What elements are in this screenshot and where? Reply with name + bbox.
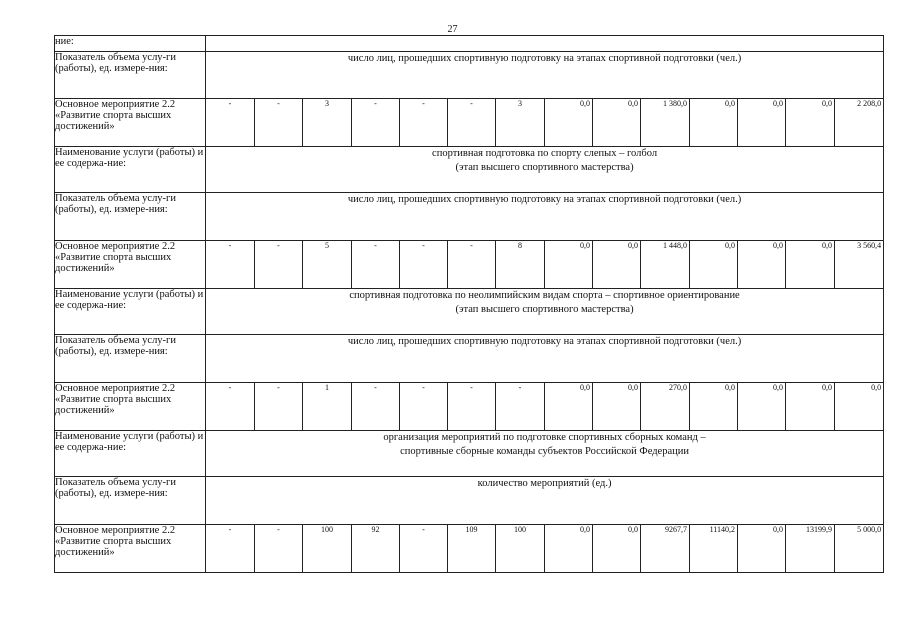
value-cell: - — [400, 241, 448, 289]
table-row — [55, 431, 884, 477]
value-cell: - — [255, 99, 303, 147]
value-cell: - — [400, 383, 448, 431]
value-cell: 3 — [496, 99, 545, 147]
table-row — [55, 335, 884, 383]
value-cell: 100 — [496, 525, 545, 573]
value-cell: - — [400, 99, 448, 147]
table-body — [55, 36, 884, 573]
value-cell: - — [206, 383, 255, 431]
value-cell: 92 — [352, 525, 400, 573]
description-line: число лиц, прошедших спортивную подготовку на этапах спортивной подготовки (чел.) — [347, 53, 742, 64]
row-label: Показатель объема услу-ги (работы), ед. измере-ния: — [55, 335, 206, 383]
value-cell: - — [400, 525, 448, 573]
value-cell: - — [206, 99, 255, 147]
value-cell: 0,0 — [786, 99, 835, 147]
value-cell: 8 — [496, 241, 545, 289]
merged-description-cell — [206, 52, 884, 99]
description-line: количество мероприятий (ед.) — [477, 478, 612, 489]
value-cell: 0,0 — [593, 525, 641, 573]
description-line: спортивная подготовка по спорту слепых – голбол — [432, 148, 658, 159]
description-line: организация мероприятий по подготовке спортивных сборных команд – — [383, 432, 706, 443]
row-label: Основное мероприятие 2.2 «Развитие спорта высших достижений» — [55, 99, 206, 147]
description-line: (этап высшего спортивного мастерства) — [455, 304, 634, 315]
value-cell: 0,0 — [545, 525, 593, 573]
table-row — [55, 52, 884, 99]
value-cell: 1 380,0 — [641, 99, 690, 147]
value-cell: 2 208,0 — [835, 99, 884, 147]
row-label: Показатель объема услу-ги (работы), ед. измере-ния: — [55, 52, 206, 99]
value-cell: - — [255, 525, 303, 573]
value-cell: 0,0 — [786, 383, 835, 431]
value-cell: 0,0 — [545, 99, 593, 147]
value-cell: 0,0 — [786, 241, 835, 289]
merged-description-cell — [206, 193, 884, 241]
value-cell: 0,0 — [545, 383, 593, 431]
merged-description-cell — [206, 289, 884, 335]
row-label: Основное мероприятие 2.2 «Развитие спорта высших достижений» — [55, 383, 206, 431]
value-cell: 0,0 — [738, 383, 786, 431]
table-row — [55, 383, 884, 431]
value-cell: - — [206, 525, 255, 573]
table-row — [55, 241, 884, 289]
value-cell: 3 — [303, 99, 352, 147]
value-cell: 270,0 — [641, 383, 690, 431]
value-cell: - — [255, 383, 303, 431]
table-row — [55, 289, 884, 335]
value-cell: - — [352, 99, 400, 147]
merged-description-cell — [206, 431, 884, 477]
value-cell: 9267,7 — [641, 525, 690, 573]
value-cell: 1 448,0 — [641, 241, 690, 289]
table-row — [55, 525, 884, 573]
services-table — [54, 35, 884, 573]
table-row — [55, 36, 884, 52]
row-label: Основное мероприятие 2.2 «Развитие спорта высших достижений» — [55, 525, 206, 573]
value-cell: 0,0 — [593, 99, 641, 147]
row-label: ние: — [55, 36, 206, 52]
description-line: спортивные сборные команды субъектов Российской Федерации — [400, 446, 689, 457]
value-cell: 0,0 — [593, 383, 641, 431]
table-row — [55, 193, 884, 241]
description-line: число лиц, прошедших спортивную подготовку на этапах спортивной подготовки (чел.) — [347, 194, 742, 205]
value-cell: 0,0 — [738, 525, 786, 573]
row-label: Показатель объема услу-ги (работы), ед. измере-ния: — [55, 477, 206, 525]
value-cell: 5 — [303, 241, 352, 289]
value-cell: 109 — [448, 525, 496, 573]
merged-description-cell — [206, 477, 884, 525]
description-line: спортивная подготовка по неолимпийским видам спорта – спортивное ориентирование — [349, 290, 740, 301]
value-cell: - — [206, 241, 255, 289]
merged-description-cell — [206, 335, 884, 383]
value-cell: 0,0 — [738, 99, 786, 147]
table-row — [55, 147, 884, 193]
value-cell: 100 — [303, 525, 352, 573]
value-cell: - — [352, 241, 400, 289]
row-label: Наименование услуги (работы) и ее содержа-ние: — [55, 289, 206, 335]
value-cell: 0,0 — [835, 383, 884, 431]
empty-cell — [206, 36, 884, 52]
row-label: Основное мероприятие 2.2 «Развитие спорта высших достижений» — [55, 241, 206, 289]
table-row — [55, 477, 884, 525]
value-cell: - — [448, 383, 496, 431]
description-line: (этап высшего спортивного мастерства) — [455, 162, 634, 173]
value-cell: - — [352, 383, 400, 431]
value-cell: - — [496, 383, 545, 431]
value-cell: - — [448, 241, 496, 289]
value-cell: - — [448, 99, 496, 147]
page-number: 27 — [447, 24, 458, 35]
value-cell: 11140,2 — [690, 525, 738, 573]
value-cell: 1 — [303, 383, 352, 431]
table-row — [55, 99, 884, 147]
value-cell: 5 000,0 — [835, 525, 884, 573]
value-cell: 0,0 — [545, 241, 593, 289]
row-label: Наименование услуги (работы) и ее содержа-ние: — [55, 147, 206, 193]
value-cell: 0,0 — [690, 99, 738, 147]
value-cell: 13199,9 — [786, 525, 835, 573]
merged-description-cell — [206, 147, 884, 193]
description-line: число лиц, прошедших спортивную подготовку на этапах спортивной подготовки (чел.) — [347, 336, 742, 347]
value-cell: 0,0 — [690, 383, 738, 431]
row-label: Показатель объема услу-ги (работы), ед. измере-ния: — [55, 193, 206, 241]
value-cell: 0,0 — [593, 241, 641, 289]
value-cell: 0,0 — [738, 241, 786, 289]
row-label: Наименование услуги (работы) и ее содержа-ние: — [55, 431, 206, 477]
value-cell: - — [255, 241, 303, 289]
value-cell: 0,0 — [690, 241, 738, 289]
value-cell: 3 560,4 — [835, 241, 884, 289]
